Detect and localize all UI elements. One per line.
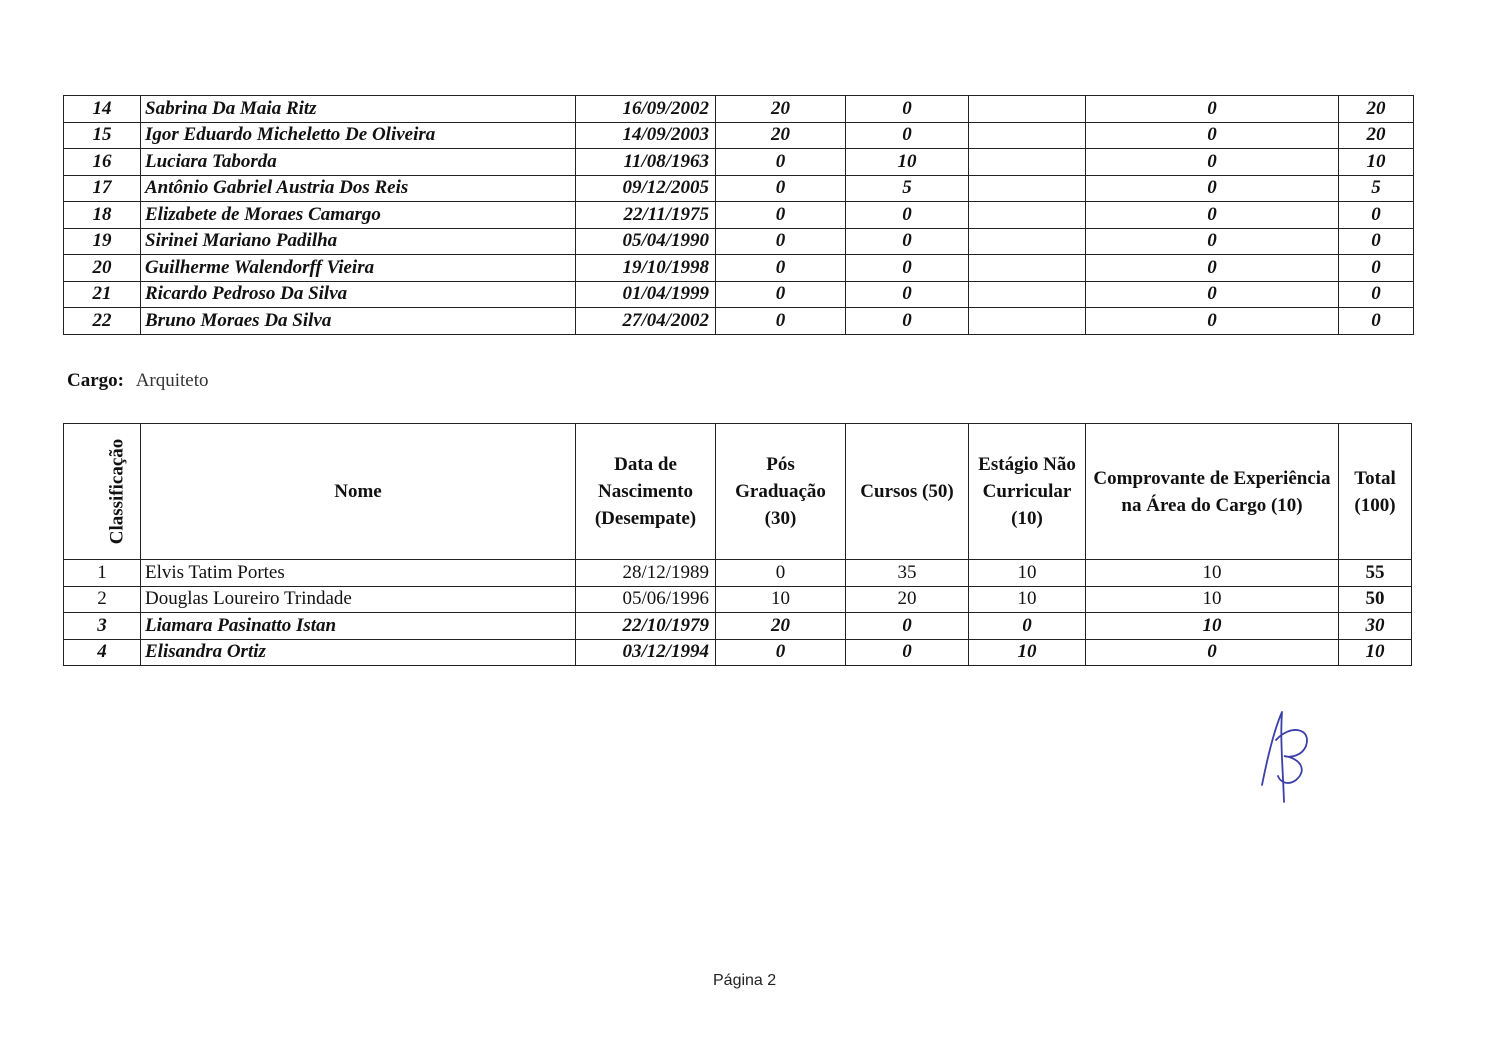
cell-cursos: 0 <box>846 228 969 255</box>
cell-class: 3 <box>64 613 141 640</box>
cell-total: 10 <box>1339 149 1414 176</box>
cell-date: 03/12/1994 <box>576 639 716 666</box>
cell-cursos: 0 <box>846 639 969 666</box>
cell-experiencia: 0 <box>1086 149 1339 176</box>
cargo-value: Arquiteto <box>135 370 209 391</box>
cell-estagio <box>969 308 1086 335</box>
cell-estagio: 10 <box>969 586 1086 613</box>
cell-name: Ricardo Pedroso Da Silva <box>141 281 576 308</box>
cell-class: 22 <box>64 308 141 335</box>
cell-cursos: 0 <box>846 122 969 149</box>
table-row <box>64 96 1414 123</box>
cell-cursos: 20 <box>846 586 969 613</box>
cell-class: 4 <box>64 639 141 666</box>
table-row <box>64 613 1412 640</box>
cell-class: 17 <box>64 175 141 202</box>
cell-estagio <box>969 255 1086 282</box>
cell-experiencia: 0 <box>1086 96 1339 123</box>
table-row <box>64 639 1412 666</box>
cell-estagio <box>969 202 1086 229</box>
cell-total: 50 <box>1339 586 1412 613</box>
cell-experiencia: 0 <box>1086 122 1339 149</box>
cell-date: 11/08/1963 <box>576 149 716 176</box>
page-number: Página 2 <box>713 972 777 989</box>
cell-class: 1 <box>64 560 141 587</box>
table-row <box>64 122 1414 149</box>
cell-date: 01/04/1999 <box>576 281 716 308</box>
signature-mark <box>1250 710 1320 805</box>
cell-name: Elvis Tatim Portes <box>141 560 576 587</box>
cell-date: 19/10/1998 <box>576 255 716 282</box>
cell-cursos: 0 <box>846 281 969 308</box>
cell-class: 15 <box>64 122 141 149</box>
cell-cursos: 0 <box>846 308 969 335</box>
cell-name: Antônio Gabriel Austria Dos Reis <box>141 175 576 202</box>
table-row <box>64 586 1412 613</box>
cell-class: 21 <box>64 281 141 308</box>
cell-pos: 0 <box>716 255 846 282</box>
cell-class: 18 <box>64 202 141 229</box>
cell-total: 0 <box>1339 308 1414 335</box>
cell-class: 19 <box>64 228 141 255</box>
cell-experiencia: 0 <box>1086 255 1339 282</box>
cell-class: 14 <box>64 96 141 123</box>
cell-pos: 0 <box>716 175 846 202</box>
cell-estagio <box>969 281 1086 308</box>
cell-cursos: 0 <box>846 96 969 123</box>
cell-date: 16/09/2002 <box>576 96 716 123</box>
cell-total: 0 <box>1339 255 1414 282</box>
cell-total: 0 <box>1339 281 1414 308</box>
cell-date: 22/11/1975 <box>576 202 716 229</box>
header-pos-graduacao: Pós Graduação (30) <box>716 424 846 560</box>
cell-pos: 0 <box>716 149 846 176</box>
cell-cursos: 0 <box>846 255 969 282</box>
cell-date: 22/10/1979 <box>576 613 716 640</box>
cell-name: Guilherme Walendorff Vieira <box>141 255 576 282</box>
cell-name: Luciara Taborda <box>141 149 576 176</box>
header-experiencia: Comprovante de Experiência na Área do Cargo (10) <box>1086 424 1339 560</box>
cell-name: Sabrina Da Maia Ritz <box>141 96 576 123</box>
cell-pos: 0 <box>716 281 846 308</box>
cell-date: 05/04/1990 <box>576 228 716 255</box>
cell-pos: 10 <box>716 586 846 613</box>
table-row <box>64 560 1412 587</box>
table-row <box>64 175 1414 202</box>
cell-experiencia: 0 <box>1086 639 1339 666</box>
cell-total: 55 <box>1339 560 1412 587</box>
cell-pos: 20 <box>716 613 846 640</box>
cell-experiencia: 0 <box>1086 202 1339 229</box>
header-estagio: Estágio Não Curricular (10) <box>969 424 1086 560</box>
cell-cursos: 10 <box>846 149 969 176</box>
cell-name: Elizabete de Moraes Camargo <box>141 202 576 229</box>
table-row <box>64 255 1414 282</box>
cell-estagio <box>969 175 1086 202</box>
cell-estagio <box>969 96 1086 123</box>
cell-pos: 0 <box>716 228 846 255</box>
cell-pos: 0 <box>716 202 846 229</box>
cell-total: 5 <box>1339 175 1414 202</box>
header-cursos: Cursos (50) <box>846 424 969 560</box>
cell-total: 20 <box>1339 96 1414 123</box>
table-row <box>64 202 1414 229</box>
cell-total: 20 <box>1339 122 1414 149</box>
scores-table-arquiteto <box>63 423 1412 666</box>
cell-estagio: 10 <box>969 560 1086 587</box>
cell-estagio <box>969 149 1086 176</box>
cell-name: Igor Eduardo Micheletto De Oliveira <box>141 122 576 149</box>
cell-estagio <box>969 122 1086 149</box>
cell-class: 20 <box>64 255 141 282</box>
cell-date: 14/09/2003 <box>576 122 716 149</box>
cell-class: 2 <box>64 586 141 613</box>
table-row <box>64 228 1414 255</box>
cell-pos: 20 <box>716 96 846 123</box>
cell-name: Liamara Pasinatto Istan <box>141 613 576 640</box>
cell-total: 0 <box>1339 202 1414 229</box>
cell-class: 16 <box>64 149 141 176</box>
cell-total: 0 <box>1339 228 1414 255</box>
cell-estagio: 0 <box>969 613 1086 640</box>
header-classificacao: Classificação <box>64 424 141 560</box>
cell-experiencia: 10 <box>1086 586 1339 613</box>
cell-name: Douglas Loureiro Trindade <box>141 586 576 613</box>
table-row <box>64 281 1414 308</box>
cell-experiencia: 0 <box>1086 175 1339 202</box>
cell-cursos: 0 <box>846 202 969 229</box>
cell-experiencia: 0 <box>1086 308 1339 335</box>
cell-pos: 0 <box>716 639 846 666</box>
header-nome: Nome <box>141 424 576 560</box>
cell-date: 27/04/2002 <box>576 308 716 335</box>
cell-name: Bruno Moraes Da Silva <box>141 308 576 335</box>
cell-date: 28/12/1989 <box>576 560 716 587</box>
cell-experiencia: 0 <box>1086 281 1339 308</box>
cell-estagio: 10 <box>969 639 1086 666</box>
cell-estagio <box>969 228 1086 255</box>
table-row <box>64 149 1414 176</box>
cargo-label: Cargo: <box>67 370 124 391</box>
cell-date: 05/06/1996 <box>576 586 716 613</box>
cargo-line <box>67 370 209 392</box>
scores-table-continued <box>63 95 1414 335</box>
table-row <box>64 308 1414 335</box>
cell-pos: 20 <box>716 122 846 149</box>
cell-total: 10 <box>1339 639 1412 666</box>
cell-date: 09/12/2005 <box>576 175 716 202</box>
cell-experiencia: 0 <box>1086 228 1339 255</box>
cell-pos: 0 <box>716 560 846 587</box>
cell-experiencia: 10 <box>1086 613 1339 640</box>
cell-name: Elisandra Ortiz <box>141 639 576 666</box>
header-total: Total (100) <box>1339 424 1412 560</box>
cell-experiencia: 10 <box>1086 560 1339 587</box>
cell-cursos: 5 <box>846 175 969 202</box>
cell-name: Sirinei Mariano Padilha <box>141 228 576 255</box>
cell-cursos: 35 <box>846 560 969 587</box>
cell-total: 30 <box>1339 613 1412 640</box>
cell-pos: 0 <box>716 308 846 335</box>
cell-cursos: 0 <box>846 613 969 640</box>
header-data-nascimento: Data de Nascimento (Desempate) <box>576 424 716 560</box>
